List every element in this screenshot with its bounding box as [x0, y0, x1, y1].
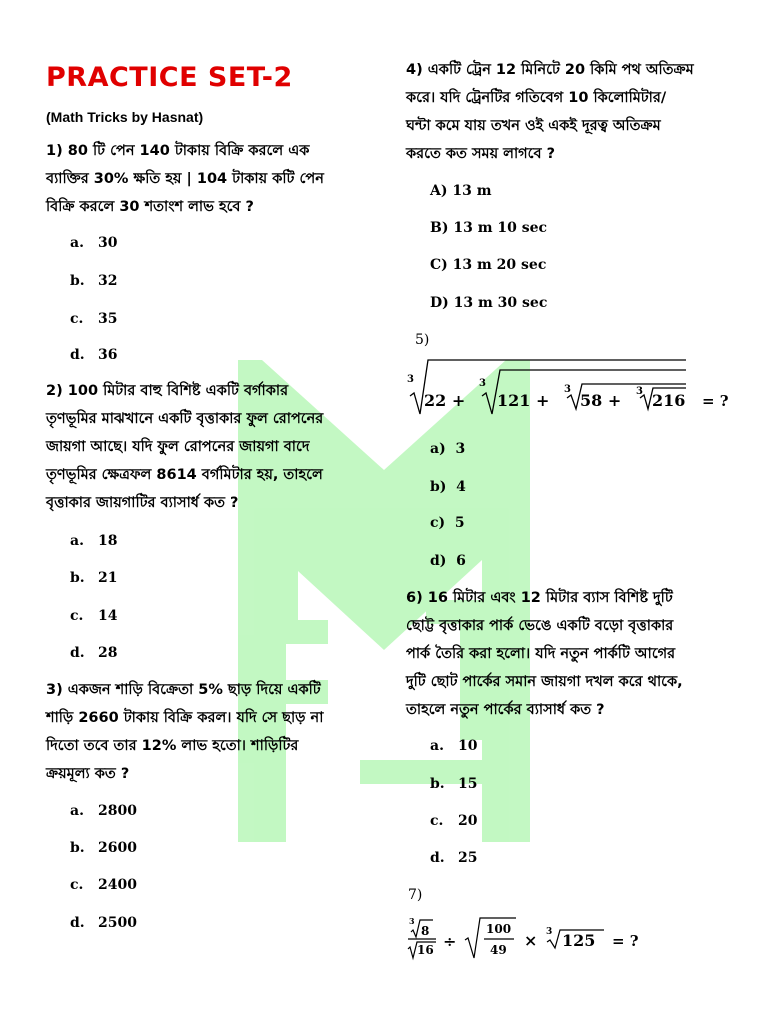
question-line: 3) একজন শাড়ি বিক্রেতা 5% ছাড় দিয়ে একটি: [46, 682, 321, 698]
term-121: 121 +: [497, 391, 550, 410]
equals-question: = ?: [612, 932, 639, 950]
fraction-denominator: 16: [417, 943, 434, 957]
question-line: পার্ক তৈরি করা হলো। যদি নতুন পার্কটি আগের: [406, 646, 676, 662]
times-sign: ×: [524, 931, 538, 950]
term-58: 58 +: [580, 391, 622, 410]
option-a: a. 2800: [70, 803, 137, 819]
option-a: A) 13 m: [430, 183, 492, 199]
option-c: c) 5: [430, 515, 465, 531]
fraction-numerator: 100: [486, 922, 512, 936]
term-216: 216: [652, 391, 686, 410]
option-d: d. 36: [70, 347, 118, 363]
option-a: a) 3: [430, 441, 466, 457]
option-d: d) 6: [430, 553, 466, 569]
question-line: ব্যাক্তির 30% ক্ষতি হয় | 104 টাকায় কটি পেন: [46, 171, 324, 187]
option-d: D) 13 m 30 sec: [430, 295, 548, 311]
question-5-number: 5): [415, 332, 430, 348]
option-b: b) 4: [430, 479, 466, 495]
page-title: PRACTICE SET-2: [46, 62, 293, 93]
radical-index: 3: [409, 916, 415, 926]
fraction-numerator: 8: [421, 924, 430, 938]
option-b: b. 2600: [70, 840, 137, 856]
question-line: তৃণভূমির ক্ষেত্রফল 8614 বর্গমিটার হয়, তাহলে: [46, 467, 323, 483]
question-line: বিক্রি করলে 30 শতাংশ লাভ হবে ?: [46, 199, 254, 215]
question-line: করতে কত সময় লাগবে ?: [406, 146, 556, 162]
question-line: ক্রয়মূল্য কত ?: [46, 766, 130, 782]
question-line: তৃণভূমির মাঝখানে একটি বৃত্তাকার ফুল রোপনের: [46, 411, 324, 427]
term-22: 22 +: [424, 391, 466, 410]
question-line: জায়গা আছে। যদি ফুল রোপনের জায়গা বাদে: [46, 439, 310, 455]
radical-index: 3: [407, 374, 414, 385]
question-line: 1) 80 টি পেন 140 টাকায় বিক্রি করলে এক: [46, 143, 310, 159]
question-line: দিতো তবে তার 12% লাভ হতো। শাড়িটির: [46, 738, 299, 754]
option-c: c. 2400: [70, 877, 137, 893]
page-subtitle: (Math Tricks by Hasnat): [46, 109, 204, 125]
fraction-denominator: 49: [490, 943, 507, 957]
question-line: 2) 100 মিটার বাহু বিশিষ্ট একটি বর্গাকার: [46, 383, 289, 399]
option-b: B) 13 m 10 sec: [430, 220, 548, 236]
radical-index: 3: [546, 927, 553, 937]
cube-root-term: 125: [562, 931, 596, 950]
option-b: b. 21: [70, 570, 118, 586]
question-line: দুটি ছোট পার্কের সমান জায়গা দখল করে থাকে,: [406, 674, 683, 690]
option-a: a. 10: [430, 738, 478, 754]
question-line: শাড়ি 2660 টাকায় বিক্রি করল। যদি সে ছাড় না: [46, 710, 324, 726]
question-line: 4) একটি ট্রেন 12 মিনিটে 20 কিমি পথ অতিক্রম: [406, 62, 694, 78]
option-b: b. 15: [430, 776, 478, 792]
option-c: c. 20: [430, 813, 478, 829]
option-c: C) 13 m 20 sec: [430, 257, 547, 273]
option-d: d. 28: [70, 645, 118, 661]
question-line: তাহলে নতুন পার্কের ব্যাসার্ধ কত ?: [406, 702, 605, 718]
option-d: d. 25: [430, 850, 478, 866]
option-a: a. 30: [70, 235, 118, 251]
question-line: 6) 16 মিটার এবং 12 মিটার ব্যাস বিশিষ্ট দুটি: [406, 590, 673, 606]
option-a: a. 18: [70, 533, 118, 549]
question-line: ছোট্ট বৃত্তাকার পার্ক ভেঙে একটি বড়ো বৃত্তাকার: [406, 618, 674, 634]
option-d: d. 2500: [70, 915, 137, 931]
radical-index: 3: [479, 378, 486, 389]
divide-sign: ÷: [443, 932, 457, 951]
question-line: করে। যদি ট্রেনটির গতিবেগ 10 কিলোমিটার/: [406, 90, 667, 106]
radical-index: 3: [564, 384, 571, 395]
option-c: c. 35: [70, 311, 118, 327]
question-line: বৃত্তাকার জায়গাটির ব্যাসার্ধ কত ?: [46, 495, 239, 511]
option-b: b. 32: [70, 273, 118, 289]
question-7-number: 7): [408, 887, 423, 903]
question-line: ঘন্টা কমে যায় তখন ওই একই দূরত্ব অতিক্রম: [406, 118, 661, 134]
radical-index: 3: [636, 386, 643, 397]
equals-question: = ?: [702, 392, 729, 410]
option-c: c. 14: [70, 608, 118, 624]
